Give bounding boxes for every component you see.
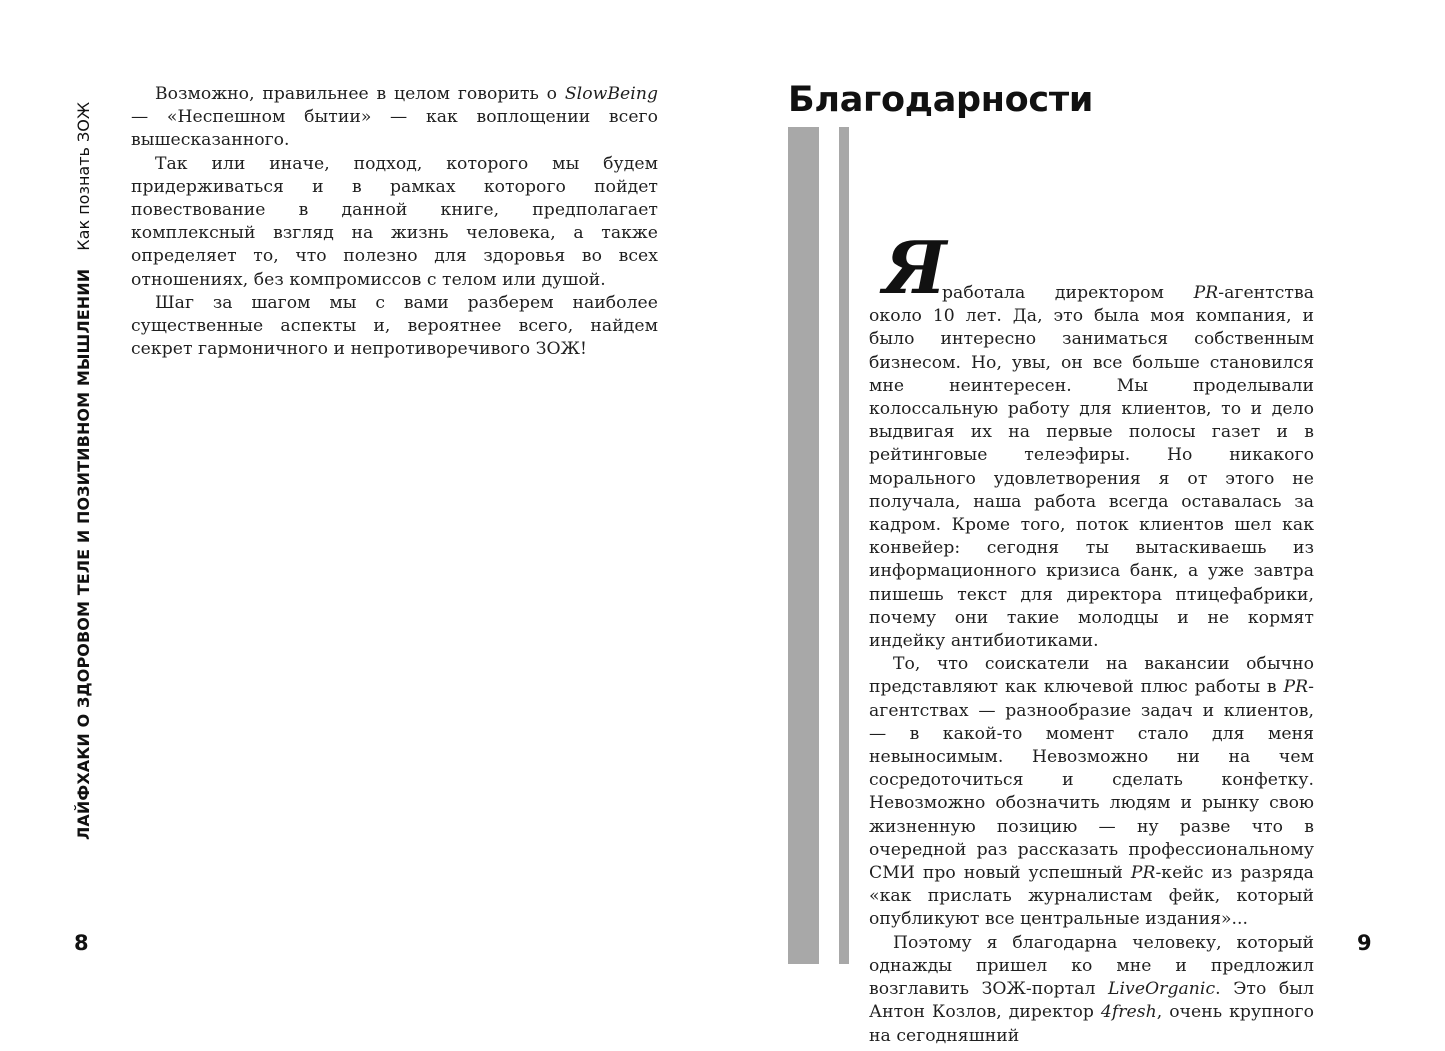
italic-term: PR — [1283, 677, 1309, 698]
text-run: , очень крупного на сегодняшний — [869, 1002, 1314, 1046]
running-head-chapter: Как познать ЗОЖ — [73, 101, 93, 251]
left-page — [0, 0, 722, 1051]
italic-term: 4fresh — [1100, 1002, 1157, 1023]
text-run: — «Неспешном бытии» — как воплощении всего вышесказанного. — [131, 107, 658, 151]
right-page — [722, 0, 1445, 1051]
decorative-bar-wide — [788, 127, 819, 964]
text-run: работала директором — [942, 283, 1194, 303]
running-head-book-title: ЛАЙФХАКИ О ЗДОРОВОМ ТЕЛЕ И ПОЗИТИВНОМ МЫШЛЕНИИ — [73, 268, 93, 840]
paragraph: Шаг за шагом мы с вами разберем наиболее существенные аспекты и, вероятнее всего, найдем секрет гармоничного и непротиворечивого ЗОЖ! — [131, 292, 658, 360]
chapter-title: Благодарности — [788, 80, 1094, 120]
paragraph: Так или иначе, подход, которого мы будем придерживаться и в рамках которого пойдет повествование в данной книге, предполагает комплексный взгляд на жизнь человека, а также определяет то, что полезно для здоровья во всех отношениях, без компромиссов с телом или душой. — [131, 153, 658, 290]
italic-term: SlowBeing — [564, 84, 658, 104]
text-run: Поэтому я благодарна человеку, который однажды пришел ко мне и предложил возглавить ЗОЖ-портал — [869, 932, 1314, 1000]
right-page-text — [869, 225, 1314, 1048]
italic-term: LiveOrganic — [1108, 979, 1216, 1000]
italic-term: PR — [1193, 283, 1219, 303]
text-run: -агентства около 10 лет. Да, это была моя компания, и было интересно заниматься собственным бизнесом. Но, увы, он все больше становился мне неинтересен. Мы проделывали колоссальную работу для клиентов, то и дело выдвигая их на первые полосы газет и в рейтинговые телеэфиры. Но никакого морального удовлетворения я от этого не получала, наша работа всегда оставалась за кадром. Кроме того, поток клиентов шел как конвейер: сегодня ты вытаскиваешь из информационного кризиса банк, а уже завтра пишешь текст для директора птицефабрики, почему они такие молодцы и не кормят индейку антибиотиками. — [869, 283, 1314, 652]
paragraph — [869, 932, 1314, 1048]
drop-cap: Я — [883, 225, 947, 310]
decorative-bar-thin — [839, 127, 849, 964]
text-run: -агентствах — разнообразие задач и клиентов, — в какой-то момент стало для меня невыносимым. Невозможно ни на чем сосредоточиться и сделать конфетку. Невозможно обозначить людям и рынку свою жизненную позицию — ну разве что в очередной раз рассказать профессиональному СМИ про новый успешный — [869, 677, 1314, 884]
page-number: 8 — [74, 931, 89, 955]
running-head — [68, 101, 98, 840]
text-run: Возможно, правильнее в целом говорить о — [155, 84, 565, 104]
italic-term: PR — [1130, 863, 1156, 884]
paragraph — [131, 83, 658, 153]
text-run: -кейс из разряда «как прислать журналистам фейк, который опубликуют все центральные издания»... — [869, 863, 1314, 930]
left-page-text — [131, 83, 658, 361]
page-number: 9 — [1357, 931, 1372, 955]
paragraph — [869, 282, 1314, 653]
paragraph — [869, 653, 1314, 931]
text-run: . Это был Антон Козлов, директор — [869, 979, 1314, 1023]
text-run: То, что соискатели на вакансии обычно представляют как ключевой плюс работы в — [869, 654, 1314, 698]
